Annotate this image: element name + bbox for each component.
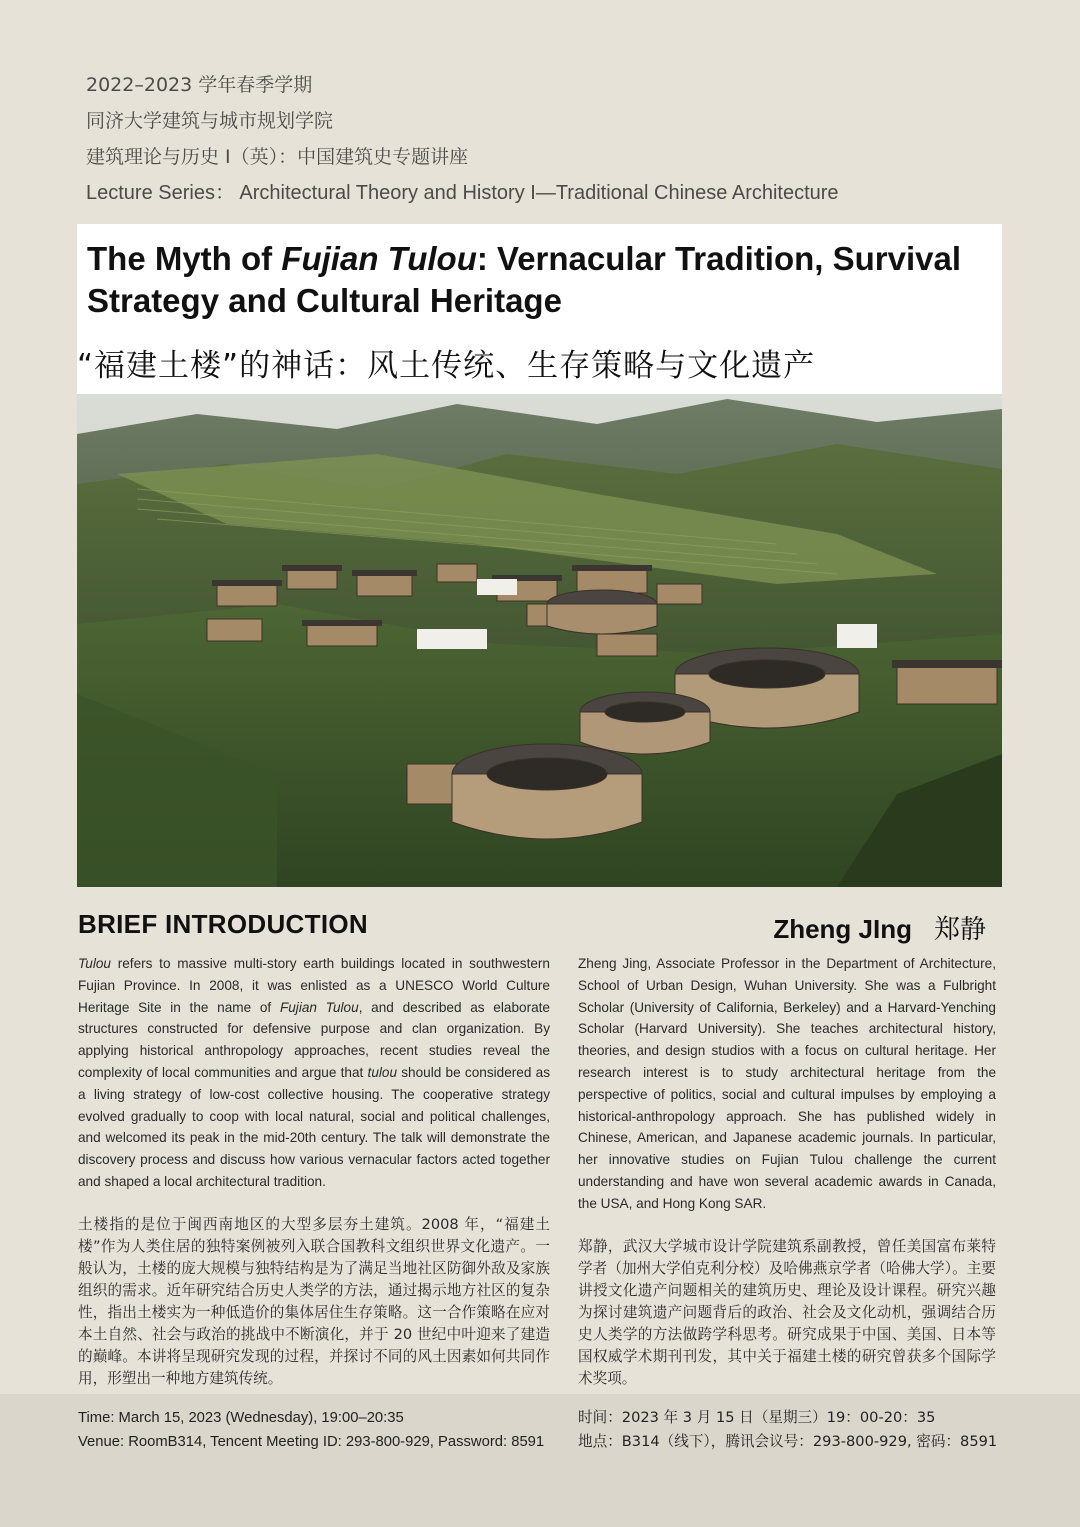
lecture-series-line: Lecture Series： Architectural Theory and History I—Traditional Chinese Architecture — [86, 182, 839, 204]
intro-text-3: should be considered as a living strategy of low-cost collective housing. The cooperative strategy evolved gradually to coop with local natural, social and political challenges, and welcomed its peak in the mid-20th century. The talk will demonstrate the discovery process and discuss how various vernacular factors acted together and shaped a local architectural tradition. — [78, 1064, 550, 1189]
speaker-name-en: Zheng JIng — [773, 914, 912, 944]
tulou-landscape-photo — [77, 394, 1002, 887]
tulou-round-4 — [547, 590, 657, 634]
time-english: Time: March 15, 2023 (Wednesday), 19:00–20:35 — [78, 1410, 404, 1426]
header — [86, 72, 1046, 216]
intro-chinese-paragraph: 土楼指的是位于闽西南地区的大型多层夯土建筑。2008 年，“福建土楼”作为人类住居的独特案例被列入联合国教科文组织世界文化遗产。一般认为，土楼的庞大规模与独特结构是为了满足当地社区防御外敌及家族组织的需求。近年研究结合历史人类学的方法，通过揭示地方社区的复杂性，指出土楼实为一种低造价的集体居住生存策略。这一合作策略在应对本土自然、社会与政治的挑战中不断演化，并于 20 世纪中叶迎来了建造的巅峰。本讲将呈现研究发现的过程，并探讨不同的风土因素如何共同作用，形塑出一种地方建筑传统。 — [78, 1216, 550, 1387]
bio-english-paragraph: Zheng Jing, Associate Professor in the Department of Architecture, School of Urban Design, Wuhan University. She was a Fulbright Scholar (University of California, Berkeley) and a Harvard-Yenching Scholar (Harvard University). She teaches architectural history, theories, and design studios with a focus on cultural heritage. Her research interest is to study architectural heritage from the perspective of politics, social and cultural impulses by employing a historical-anthropology approach. She has published widely in Chinese, American, and Japanese academic journals. In particular, her innovative studies on Fujian Tulou challenge the current understanding and have won several academic awards in Canada, the USA, and Hong Kong SAR. — [578, 956, 996, 1211]
title-chinese: “福建土楼”的神话：风土传统、生存策略与文化遗产 — [77, 348, 816, 384]
event-details-footer — [0, 1394, 1080, 1527]
tulou-round-3 — [452, 744, 642, 839]
title-box — [77, 224, 1002, 394]
intro-text-2: , and described as elaborate structures constructed for defensive purpose and clan organization. By applying historical anthropology approaches, recent studies reveal the complexity of local communities and argue that — [78, 999, 550, 1080]
course-line: 建筑理论与历史 I（英）：中国建筑史专题讲座 — [86, 146, 469, 168]
title-en-part2: : Vernacular Tradition, Survival Strategy and Cultural Heritage — [87, 240, 962, 319]
intro-em-1: Tulou — [78, 956, 111, 971]
intro-text-1: refers to massive multi-story earth buildings located in southwestern Fujian Province. In 2008, it was enlisted as a UNESCO World Culture Heritage Site in the name of — [78, 956, 550, 1015]
school-line: 同济大学建筑与城市规划学院 — [86, 110, 334, 132]
intro-english-column — [78, 953, 550, 1193]
speaker-name-cn: 郑静 — [933, 914, 986, 944]
intro-em-2: Fujian Tulou — [279, 999, 359, 1015]
time-chinese: 时间：2023 年 3 月 15 日（星期三）19：00-20：35 — [578, 1409, 936, 1426]
brief-introduction-heading: BRIEF INTRODUCTION — [78, 909, 368, 939]
tulou-landscape-illustration — [77, 394, 1002, 887]
speaker-name — [773, 909, 986, 946]
bio-chinese-paragraph: 郑静，武汉大学城市设计学院建筑系副教授，曾任美国富布莱特学者（加州大学伯克利分校）及哈佛燕京学者（哈佛大学）。主要讲授文化遗产问题相关的建筑历史、理论及设计课程。研究兴趣为探讨建筑遗产问题背后的政治、社会及文化动机，强调结合历史人类学的方法做跨学科思考。研究成果于中国、美国、日本等国权威学术期刊刊发，其中关于福建土楼的研究曾获多个国际学术奖项。 — [578, 1238, 996, 1387]
bio-chinese-column — [578, 1236, 996, 1390]
title-english — [87, 238, 992, 322]
intro-english-paragraph — [78, 953, 550, 1193]
title-en-italic: Fujian Tulou — [281, 240, 477, 277]
tulou-round-2 — [580, 692, 710, 754]
semester-line: 2022–2023 学年春季学期 — [86, 74, 313, 96]
venue-chinese: 地点：B314（线下），腾讯会议号：293-800-929, 密码：8591 — [578, 1433, 998, 1450]
intro-em-3: tulou — [367, 1064, 398, 1080]
bio-english-column — [578, 953, 996, 1215]
title-en-part1: The Myth of — [87, 240, 282, 277]
venue-english: Venue: RoomB314, Tencent Meeting ID: 293-800-929, Password: 8591 — [78, 1434, 545, 1450]
intro-chinese-column — [78, 1214, 550, 1390]
